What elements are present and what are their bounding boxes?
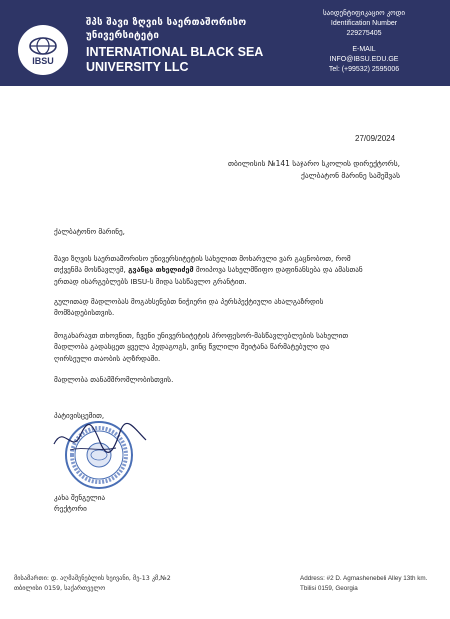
salutation: ქალბატონო მარინე, [54,227,125,236]
university-name-en-line2: UNIVERSITY LLC [86,60,189,74]
para3-line3: ღირსეული თაობის აღზრდაში. [54,353,161,363]
globe-icon [28,37,58,55]
footer-address-en [300,574,427,594]
para3-line2: მადლობა გადასცეთ ყველა პედაგოგს, ვინც წვლილი შეიტანა წარმატებული და [54,342,330,352]
paragraph-2 [54,296,404,319]
letter-date: 27/09/2024 [355,134,396,143]
recipient-line2: ქალბატონ მარინე სამეშვას [300,171,400,180]
para2-line1: გულითად მადლობას მოგახსენებთ ნიჭიერი და პერსპექტიული ახალგაზრდის [54,297,324,306]
paragraph-1 [54,253,404,287]
id-label-en: Identification Number [330,20,398,27]
footer-right-line1: Address: #2 D. Agmashenebeli Alley 13th km. [300,575,428,582]
logo-text: IBSU [32,55,54,66]
phone-number: Tel: (+99532) 2595006 [328,66,400,73]
paragraph-3 [54,330,404,364]
university-name-en-line1: INTERNATIONAL BLACK SEA [86,45,264,59]
footer-left-line1: მისამართი: დ. აღმაშენებლის ხეივანი, მე-13 კმ,№2 [14,575,171,582]
contact-block [304,9,424,75]
closing: პატივისცემით, [54,411,105,420]
para2-line2: მომზადებისთვის. [54,308,115,318]
para1-line3: ერთად ისარგებლებს IBSU-ს მიდა სასწავლო გრანტით. [54,276,247,286]
para1-line1: შავი ზღვის საერთაშორისო უნივერსიტეტის სახელით მოხარული ვარ გაცნობოთ, რომ [54,254,351,263]
university-name-english [86,45,306,75]
id-label-ka: საიდენტიფიკაციო კოდი [323,10,405,17]
ibsu-logo [18,25,68,75]
recipient-block [228,158,400,182]
footer-address-ka [14,574,171,594]
university-name-ka-line2: უნივერსიტეტი [86,30,160,41]
student-name: გვანცა თხელიძემ [128,265,194,275]
university-name-georgian [86,16,286,42]
footer-left-line2: თბილისი 0159, საქართველო [14,585,106,592]
footer-right-line2: Tbilisi 0159, Georgia [300,585,358,592]
university-name-ka-line1: შპს შავი ზღვის საერთაშორისო [86,17,247,28]
paragraph-4: მადლობა თანამშრომლობისთვის. [54,375,174,384]
para3-line1: მოგახარავთ თხოვნით, ჩვენი უნივერსიტეტის პროფესორ-მასწავლებლების სახელით [54,331,349,340]
handwritten-signature [50,414,150,464]
email-address[interactable]: INFO@IBSU.EDU.GE [329,56,399,63]
signer-block [54,492,105,514]
letterhead [0,0,450,86]
recipient-line1: თბილისის №141 საჯარო სკოლის დირექტორს, [228,159,400,168]
email-label: E-MAIL [352,46,376,53]
signer-name: კახა შენგელია [54,493,105,502]
para1-text-c: მოიპოვა სახელმწიფო დაფინანსება და ამასთან [195,265,363,275]
para1-line2 [54,264,404,275]
para1-text-b: თქვენმა მოსწავლემ, [54,265,126,275]
signer-title: რექტორი [54,504,87,513]
id-number: 229275405 [346,30,382,37]
